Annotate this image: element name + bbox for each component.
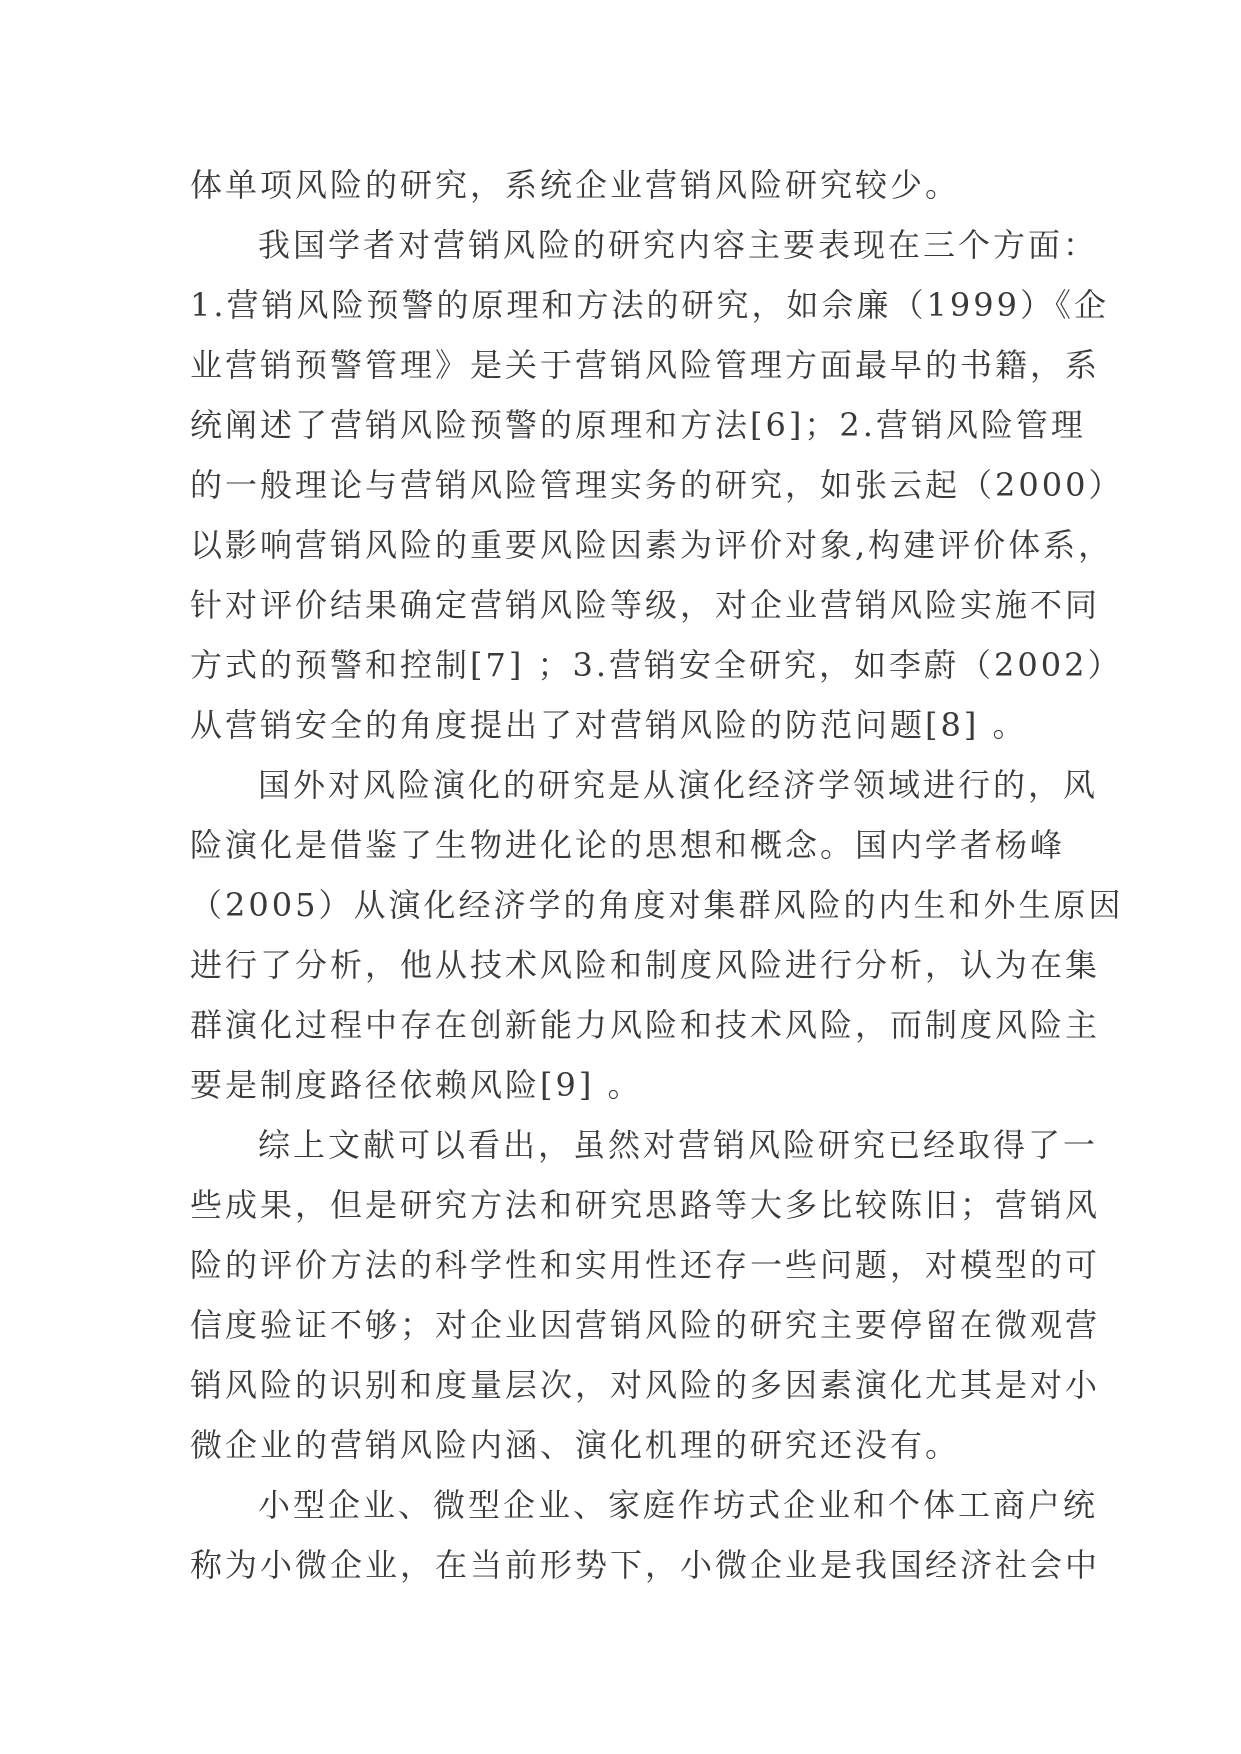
text-line: 群演化过程中存在创新能力风险和技术风险，而制度风险主 — [190, 1006, 1101, 1044]
text-line: 险的评价方法的科学性和实用性还存一些问题，对模型的可 — [190, 1246, 1101, 1284]
text-line: 统阐述了营销风险预警的原理和方法[6]；2.营销风险管理 — [190, 406, 1086, 444]
text-line: 信度验证不够；对企业因营销风险的研究主要停留在微观营 — [190, 1306, 1101, 1344]
text-line: 从营销安全的角度提出了对营销风险的防范问题[8] 。 — [190, 706, 1028, 744]
text-line: 针对评价结果确定营销风险等级，对企业营销风险实施不同 — [190, 586, 1101, 624]
text-line: 微企业的营销风险内涵、演化机理的研究还没有。 — [190, 1426, 961, 1464]
text-line: 销风险的识别和度量层次，对风险的多因素演化尤其是对小 — [190, 1366, 1101, 1404]
text-line: 以影响营销风险的重要风险因素为评价对象,构建评价体系， — [190, 526, 1114, 564]
text-line: 的一般理论与营销风险管理实务的研究，如张云起（2000） — [190, 466, 1124, 504]
paragraph-first-line: 我国学者对营销风险的研究内容主要表现在三个方面： — [258, 226, 1099, 264]
text-line: （2005）从演化经济学的角度对集群风险的内生和外生原因 — [190, 886, 1124, 924]
text-line: 要是制度路径依赖风险[9] 。 — [190, 1066, 643, 1104]
body-text — [190, 155, 1124, 1595]
text-line: 险演化是借鉴了生物进化论的思想和概念。国内学者杨峰 — [190, 826, 1066, 864]
text-line: 些成果，但是研究方法和研究思路等大多比较陈旧；营销风 — [190, 1186, 1101, 1224]
paragraph-first-line: 小型企业、微型企业、家庭作坊式企业和个体工商户统 — [258, 1486, 1099, 1524]
paragraph-first-line: 综上文献可以看出，虽然对营销风险研究已经取得了一 — [258, 1126, 1099, 1164]
paragraph-first-line: 国外对风险演化的研究是从演化经济学领域进行的，风 — [258, 766, 1099, 804]
text-line: 称为小微企业，在当前形势下，小微企业是我国经济社会中 — [190, 1546, 1101, 1584]
text-line: 体单项风险的研究，系统企业营销风险研究较少。 — [190, 166, 961, 204]
text-line: 业营销预警管理》是关于营销风险管理方面最早的书籍，系 — [190, 346, 1101, 384]
text-line: 1.营销风险预警的原理和方法的研究，如佘廉（1999）《企 — [190, 286, 1109, 324]
text-line: 方式的预警和控制[7] ；3.营销安全研究，如李蔚（2002） — [190, 646, 1123, 684]
text-line: 进行了分析，他从技术风险和制度风险进行分析，认为在集 — [190, 946, 1101, 984]
